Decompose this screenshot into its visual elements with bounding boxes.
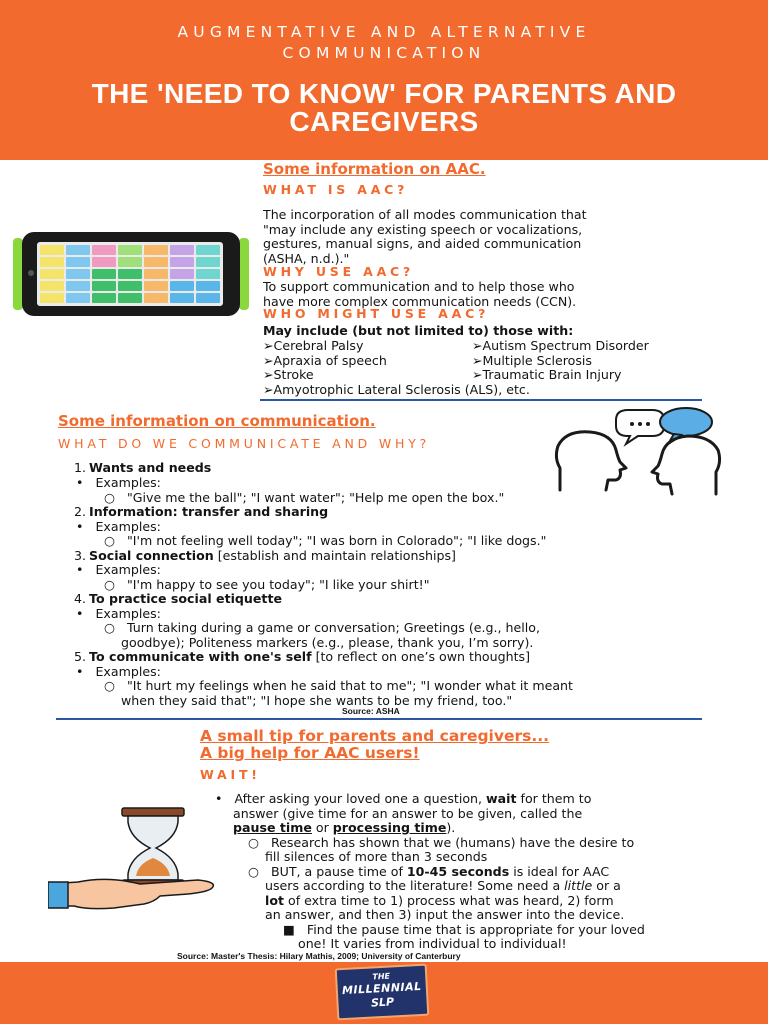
tablet-grid-cell xyxy=(144,245,168,255)
header-banner xyxy=(0,0,768,160)
condition-item: ➢Cerebral Palsy xyxy=(263,338,364,353)
tablet-grid-cell xyxy=(40,245,64,255)
who-might-use-aac-heading: WHO MIGHT USE AAC? xyxy=(263,306,490,321)
tip-title-line: A small tip for parents and caregivers... xyxy=(200,727,550,745)
tablet-grid-cell xyxy=(66,245,90,255)
speaking-heads-icon xyxy=(552,406,724,498)
example-line: ○ "It hurt my feelings when he said that to me"; "I wonder what it meant xyxy=(104,678,573,693)
tablet-grid-cell xyxy=(92,245,116,255)
tip-title-line: A big help for AAC users! xyxy=(200,744,420,762)
wait-tip-line: ○ Research has shown that we (humans) have the desire to xyxy=(248,834,635,850)
example-line: ○ "I'm not feeling well today"; "I was born in Colorado"; "I like dogs." xyxy=(104,533,547,548)
comm-item: 3. Social connection [establish and maintain relationships] xyxy=(74,547,456,563)
tablet-grid-cell xyxy=(92,269,116,279)
page-title xyxy=(20,80,748,136)
tablet-grid-cell xyxy=(92,281,116,291)
comm-item: 5. To communicate with one's self [to reflect on one’s own thoughts] xyxy=(74,649,530,664)
example-line: goodbye); Politeness markers (e.g., please, thank you, I’m sorry). xyxy=(121,634,534,650)
hourglass-in-hand-icon xyxy=(48,802,220,914)
tablet-grid-cell xyxy=(92,293,116,303)
condition-item: ➢Multiple Sclerosis xyxy=(472,352,592,368)
tablet-grid-cell xyxy=(170,293,194,303)
condition-item: ➢Traumatic Brain Injury xyxy=(472,367,622,382)
kicker-line: AUGMENTATIVE AND ALTERNATIVE xyxy=(177,23,591,41)
wait-tip-line: answer (give time for an answer to be given, called the xyxy=(233,805,583,821)
comm-item: 4. To practice social etiquette xyxy=(74,591,283,606)
tablet-grid-cell xyxy=(118,269,142,279)
why-use-aac-line: have more complex communication needs (CCN). xyxy=(263,293,577,309)
comm-item: 2. Information: transfer and sharing xyxy=(74,504,329,519)
wait-tip-line: pause time or processing time). xyxy=(233,820,456,835)
tablet-grid-cell xyxy=(170,245,194,255)
comm-item: 1. Wants and needs xyxy=(74,460,212,475)
wait-tip-line: ○ BUT, a pause time of 10-45 seconds is ideal for AAC xyxy=(248,863,610,879)
millennial-slp-logo xyxy=(335,964,430,1021)
tablet-grid-cell xyxy=(144,257,168,267)
tablet-grid-cell xyxy=(118,257,142,267)
tablet-grid-cell xyxy=(118,245,142,255)
tablet-grid-cell xyxy=(196,281,220,291)
section-divider xyxy=(56,718,702,720)
wait-tip-line: fill silences of more than 3 seconds xyxy=(265,849,488,864)
wait-tip-line: users according to the literature! Some need a little or a xyxy=(265,878,621,893)
who-intro: May include (but not limited to) those with: xyxy=(263,323,574,338)
what-is-aac-line: gestures, manual signs, and aided communication xyxy=(263,236,582,251)
tablet-grid-cell xyxy=(66,257,90,267)
tablet-grid-cell xyxy=(144,293,168,303)
wait-tip-line: ■ Find the pause time that is appropriate for your loved xyxy=(283,921,645,937)
tablet-grid-cell xyxy=(170,257,194,267)
tablet-grid-cell xyxy=(92,257,116,267)
examples-label: • Examples: xyxy=(76,562,161,577)
example-line: ○ "Give me the ball"; "I want water"; "Help me open the box." xyxy=(104,489,505,505)
tablet-grid-cell xyxy=(66,269,90,279)
examples-label: • Examples: xyxy=(76,518,161,534)
wait-tip-line: an answer, and then 3) input the answer into the device. xyxy=(265,907,625,922)
tablet-grid-cell xyxy=(144,281,168,291)
example-line: ○ "I'm happy to see you today"; "I like your shirt!" xyxy=(104,576,430,592)
tablet-grid-cell xyxy=(196,257,220,267)
tablet-grid-cell xyxy=(40,293,64,303)
examples-label: • Examples: xyxy=(76,475,161,490)
logo-text: MILLENNIAL xyxy=(341,979,422,998)
tablet-grid-cell xyxy=(170,281,194,291)
wait-tip-line: • After asking your loved one a question, wait for them to xyxy=(215,791,592,806)
condition-item: ➢Stroke xyxy=(263,367,314,382)
what-is-aac-line: (ASHA, n.d.)." xyxy=(263,250,350,266)
tablet-grid-cell xyxy=(196,269,220,279)
page-title-line: THE 'NEED TO KNOW' FOR PARENTS AND xyxy=(91,78,677,109)
wait-tip-line: lot of extra time to 1) process what was heard, 2) form xyxy=(265,892,614,908)
wait-tip-line: one! It varies from individual to individual! xyxy=(298,936,567,951)
example-line: ○ Turn taking during a game or conversation; Greetings (e.g., hello, xyxy=(104,620,540,635)
aac-section-title: Some information on AAC. xyxy=(263,160,486,178)
tablet-grid-cell xyxy=(40,257,64,267)
tablet-grid-cell xyxy=(196,293,220,303)
wait-heading: WAIT! xyxy=(200,767,261,782)
examples-label: • Examples: xyxy=(76,605,161,621)
why-use-aac-heading: WHY USE AAC? xyxy=(263,264,415,279)
example-line: when they said that"; "I hope she wants to be my friend, too." xyxy=(121,692,513,708)
tablet-grid-cell xyxy=(144,269,168,279)
logo-text: THE xyxy=(372,971,391,982)
page-title-line: CAREGIVERS xyxy=(289,106,479,137)
source-note: Source: Master's Thesis: Hilary Mathis, 2009; University of Canterbury xyxy=(177,951,461,961)
section-divider xyxy=(260,399,702,401)
kicker xyxy=(0,22,768,64)
why-use-aac-line: To support communication and to help those who xyxy=(263,279,575,294)
what-is-aac-line: The incorporation of all modes communication that xyxy=(263,207,587,222)
aac-tablet-icon xyxy=(13,232,249,316)
condition-item: ➢Apraxia of speech xyxy=(263,352,387,368)
examples-label: • Examples: xyxy=(76,663,161,679)
tablet-grid-cell xyxy=(170,269,194,279)
tablet-grid-cell xyxy=(118,281,142,291)
communication-section-title: Some information on communication. xyxy=(58,412,376,430)
condition-item: ➢Amyotrophic Lateral Sclerosis (ALS), etc. xyxy=(263,381,530,397)
kicker-line: COMMUNICATION xyxy=(282,44,486,62)
communication-heading: WHAT DO WE COMMUNICATE AND WHY? xyxy=(58,436,431,451)
tablet-grid-cell xyxy=(118,293,142,303)
logo-text: SLP xyxy=(370,995,395,1010)
condition-item: ➢Autism Spectrum Disorder xyxy=(472,338,649,353)
tablet-grid-cell xyxy=(66,281,90,291)
what-is-aac-line: "may include any existing speech or vocalizations, xyxy=(263,221,583,237)
tablet-grid-cell xyxy=(40,269,64,279)
tablet-grid-cell xyxy=(196,245,220,255)
tablet-grid-cell xyxy=(40,281,64,291)
source-note: Source: ASHA xyxy=(342,706,400,716)
what-is-aac-heading: WHAT IS AAC? xyxy=(263,182,409,197)
tablet-grid-cell xyxy=(66,293,90,303)
